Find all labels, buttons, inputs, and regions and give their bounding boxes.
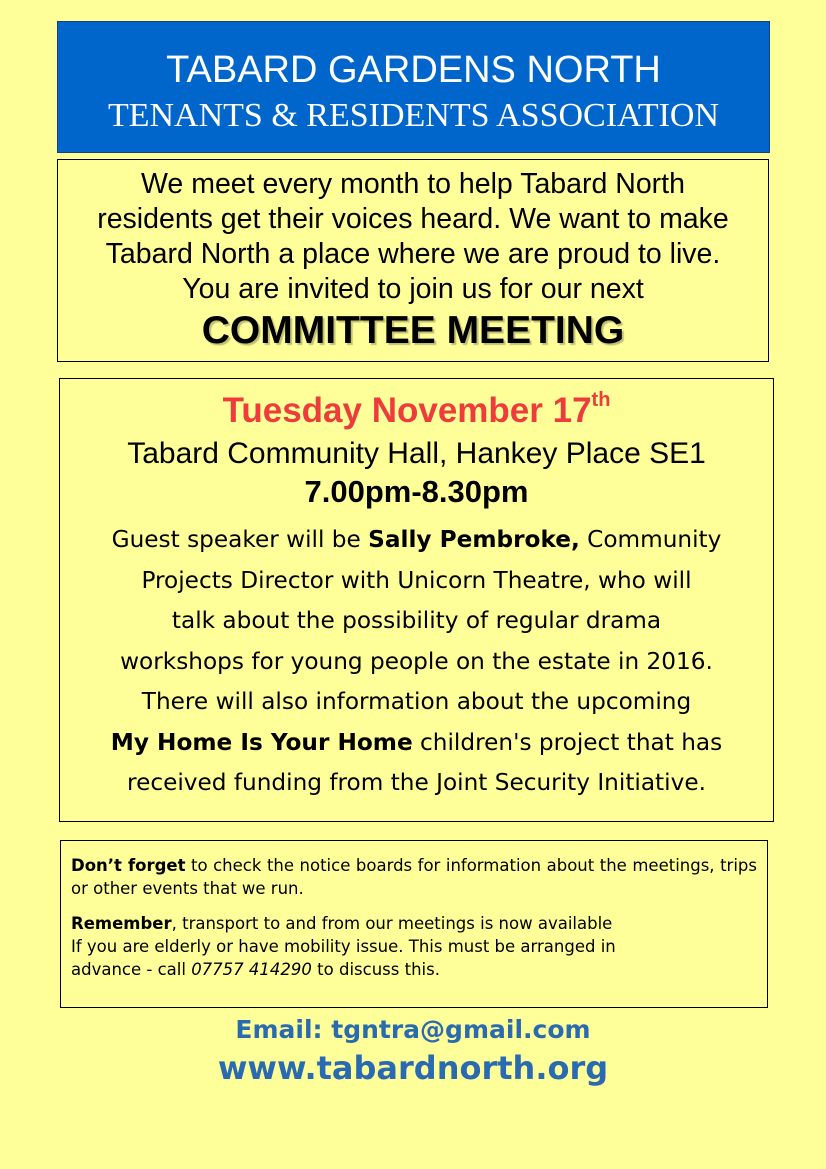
intro-line: residents get their voices heard. We want to make — [97, 203, 729, 235]
guest-line: workshops for young people on the estate in 2016. — [120, 647, 713, 675]
speaker-name: Sally Pembroke, — [368, 526, 580, 553]
intro-line: You are invited to join us for our next — [182, 273, 644, 305]
project-name: My Home Is Your Home — [110, 728, 413, 756]
guest-line-text: Guest speaker will be — [111, 526, 369, 553]
meeting-heading: COMMITTEE MEETING — [201, 309, 625, 352]
remember-text: If you are elderly or have mobility issue. This must be arranged in — [71, 937, 616, 956]
intro-line: Tabard North a place where we are proud to live. — [105, 238, 721, 270]
association-name: TABARD GARDENS NORTH — [166, 49, 661, 91]
meeting-date-text: Tuesday November 17 — [222, 391, 592, 430]
header-banner — [57, 21, 770, 153]
contact-website: www.tabardnorth.org — [217, 1049, 609, 1087]
guest-line: received funding from the Joint Security Initiative. — [127, 769, 706, 796]
contact-email: Email: tgntra@gmail.com — [235, 1015, 591, 1044]
guest-line-text: Community — [579, 526, 722, 553]
remember-text: , transport to and from our meetings is now available — [171, 914, 613, 933]
dont-forget-note — [71, 854, 757, 900]
remember-text: to discuss this. — [311, 960, 440, 979]
meeting-date — [60, 391, 773, 431]
phone-number: 07757 414290 — [191, 960, 312, 979]
intro-line: We meet every month to help Tabard North — [141, 168, 685, 200]
guest-line: Projects Director with Unicorn Theatre, who will — [141, 566, 692, 594]
guest-line: There will also information about the upcoming — [141, 688, 692, 715]
guest-line-text: children's project that has — [412, 728, 723, 756]
remember-note — [71, 912, 757, 981]
notes-box — [60, 840, 768, 1008]
meeting-details-box — [59, 378, 774, 822]
remember-label: Remember — [71, 914, 172, 933]
dont-forget-label: Don’t forget — [71, 856, 186, 875]
meeting-venue: Tabard Community Hall, Hankey Place SE1 — [127, 437, 706, 470]
association-subtitle: TENANTS & RESIDENTS ASSOCIATION — [107, 97, 720, 134]
guest-line — [60, 723, 773, 764]
intro-box — [57, 159, 769, 362]
dont-forget-text: to check the notice boards for information about the meetings, trips or other events that we run. — [71, 856, 757, 898]
remember-text: advance - call — [71, 960, 192, 979]
date-suffix: th — [591, 389, 611, 411]
guest-line: talk about the possibility of regular drama — [171, 607, 662, 634]
guest-line — [60, 520, 773, 561]
meeting-time: 7.00pm-8.30pm — [304, 474, 529, 509]
guest-speaker-paragraph — [60, 520, 773, 804]
